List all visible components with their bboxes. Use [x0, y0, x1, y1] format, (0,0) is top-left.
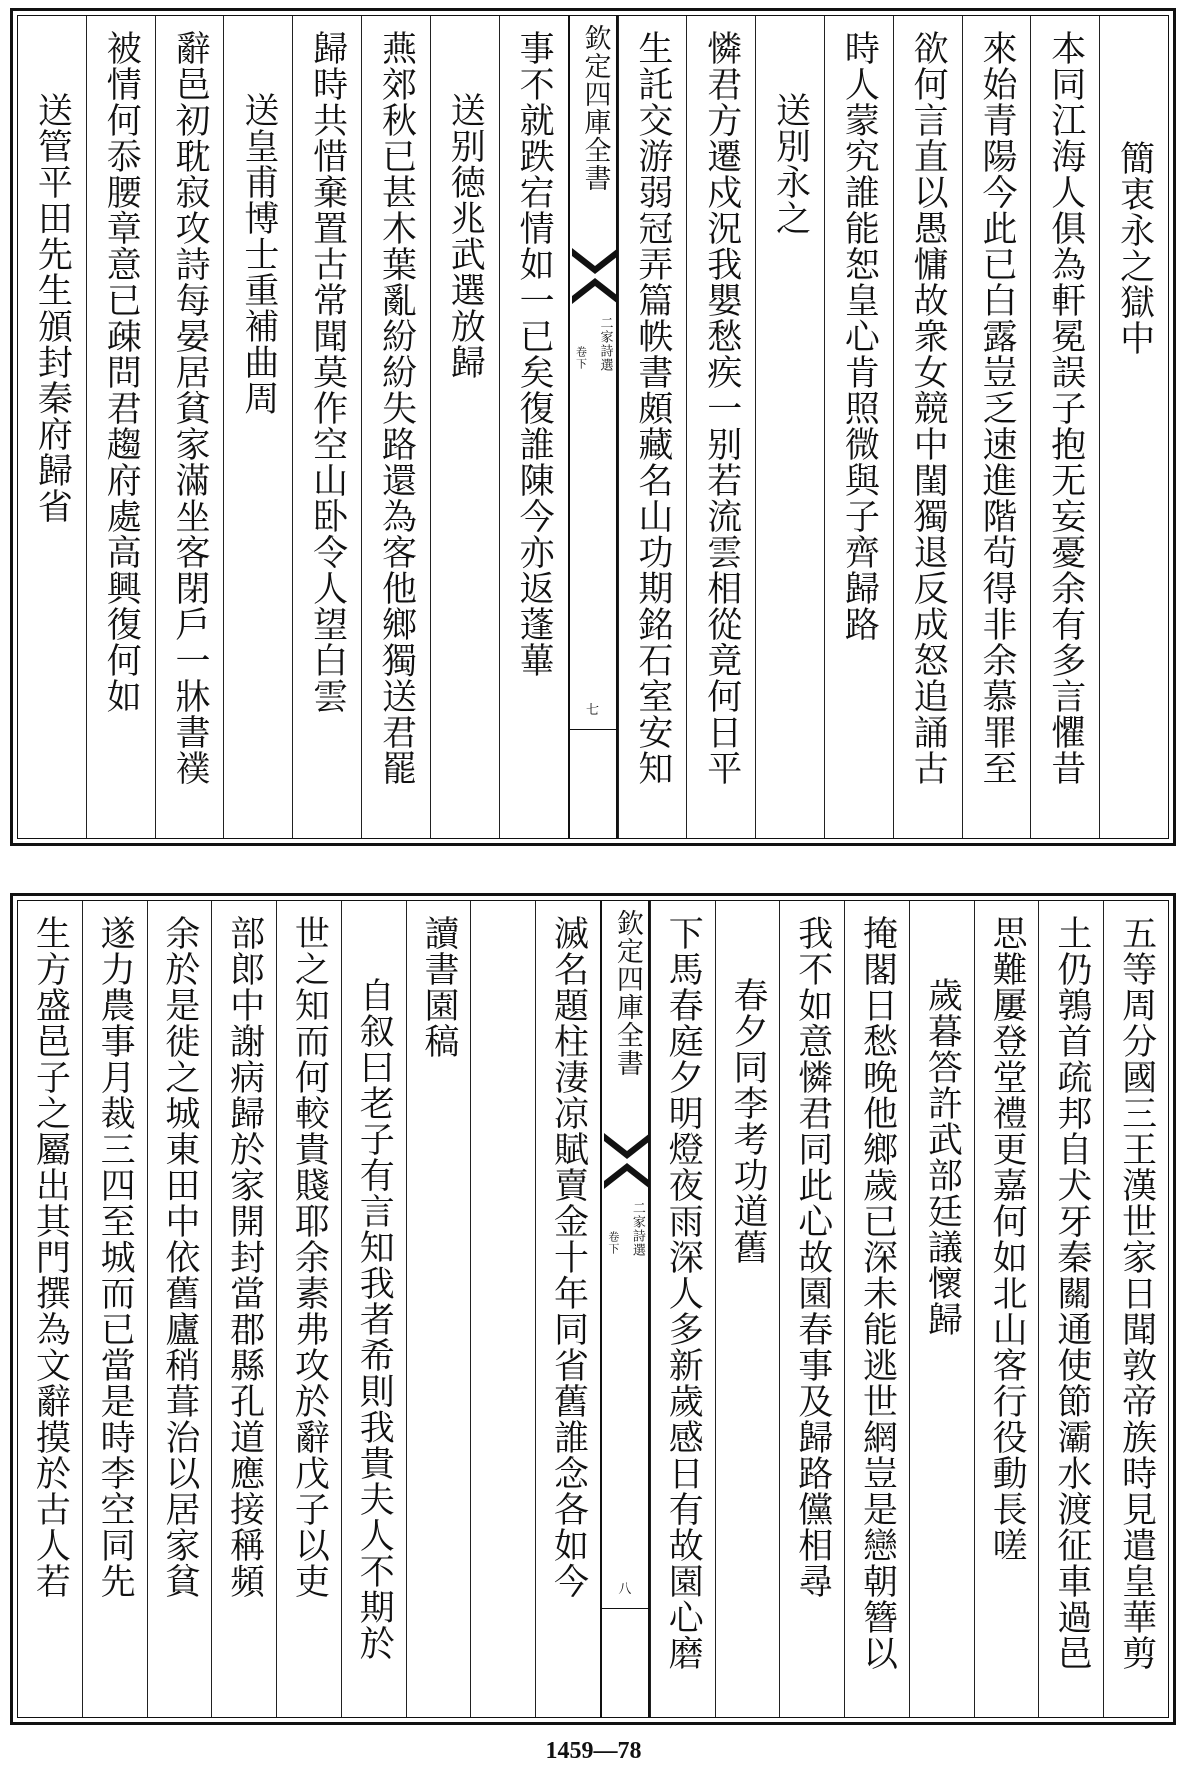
text-column	[618, 16, 687, 838]
column-text: 自叙曰老子有言知我者希則我貴夫人不期於	[354, 977, 395, 1661]
fish-tail-mark-icon	[604, 1133, 650, 1163]
column-text: 來始青陽今此已白露豈乏速進階茍得非余慕罪至	[976, 30, 1017, 786]
text-column	[824, 16, 893, 838]
text-column	[147, 901, 212, 1717]
column-text: 遂力農事月裁三四至城而已當是時李空同先	[95, 915, 136, 1599]
column-text: 燕郊秋已甚木葉亂紛紛失路還為客他鄉獨送君罷	[376, 30, 417, 786]
gutter-leaf-number: 八	[618, 1582, 632, 1597]
gutter-book-title: 二家詩選	[629, 1201, 645, 1257]
text-column	[1038, 901, 1103, 1717]
column-text: 事不就跌宕情如一已矣復誰陳今亦返蓬蓽	[514, 30, 555, 678]
text-column	[82, 901, 147, 1717]
gutter-divider	[602, 1608, 648, 1609]
column-text: 滅名題柱淒凉賦賣金十年同省舊誰念各如今	[548, 915, 589, 1599]
column-text: 部郎中謝病歸於家開封當郡縣孔道應接稱頻	[224, 915, 265, 1599]
gutter-volume-label: 卷下	[606, 1231, 620, 1255]
gutter-volume-label: 卷下	[574, 346, 588, 370]
center-fold-gutter	[568, 16, 618, 838]
text-column	[470, 901, 535, 1717]
column-text: 憐君方遷戍況我嬰愁疾一别若流雲相從竟何日平	[701, 30, 742, 786]
column-text: 余於是徙之城東田中依舊廬稍葺治以居家貧	[159, 915, 200, 1599]
column-text: 土仍鶉首疏邦自犬牙秦關通使節灞水渡征車過邑	[1051, 915, 1092, 1671]
text-column	[292, 16, 361, 838]
text-column	[909, 901, 974, 1717]
column-text: 辭邑初耽寂攻詩每晏居貧家滿坐客閉戶一牀書襆	[170, 30, 211, 786]
text-column	[211, 901, 276, 1717]
gutter-book-title: 二家詩選	[597, 316, 613, 372]
column-text: 送管平田先生頒封秦府歸省	[32, 92, 73, 524]
text-column	[962, 16, 1031, 838]
text-column	[406, 901, 471, 1717]
text-column	[223, 16, 292, 838]
column-text: 春夕同李考功道舊	[728, 977, 769, 1265]
text-column	[755, 16, 824, 838]
text-column	[715, 901, 780, 1717]
text-column	[1103, 901, 1168, 1717]
column-text: 生託交游弱冠弄篇帙書頗藏名山功期銘石室安知	[632, 30, 673, 786]
text-column	[844, 901, 909, 1717]
column-text: 本同江海人俱為軒冕誤子抱无妄憂余有多言懼昔	[1045, 30, 1086, 786]
top-page	[10, 8, 1176, 846]
gutter-collection-title: 欽定四庫全書	[611, 909, 643, 1077]
top-page-text-block	[17, 15, 1169, 839]
column-text: 思難屢登堂禮更嘉何如北山客行役動長嗟	[987, 915, 1028, 1563]
text-column	[18, 16, 86, 838]
column-text: 被情何忝腰章意已疎問君趨府處高興復何如	[101, 30, 142, 714]
text-column	[361, 16, 430, 838]
column-text: 生方盛邑子之屬出其門撰為文辭摸於古人若	[30, 915, 71, 1599]
text-column	[650, 901, 715, 1717]
column-text: 送別永之	[770, 92, 811, 236]
text-column	[341, 901, 406, 1717]
page-number-footer: 1459—78	[545, 1738, 642, 1764]
column-text: 我不如意憐君同此心故園春事及歸路儻相尋	[792, 915, 833, 1599]
text-column	[430, 16, 499, 838]
fish-tail-mark-icon	[572, 278, 618, 308]
column-text: 五等周分國三王漢世家日聞敦帝族時見遣皇華剪	[1116, 915, 1157, 1671]
column-text: 下馬春庭夕明燈夜雨深人多新歲感日有故園心磨	[663, 915, 704, 1671]
column-text: 時人蒙究誰能恕皇心肯照微與子齊歸路	[839, 30, 880, 642]
text-column	[535, 901, 600, 1717]
text-column	[276, 901, 341, 1717]
column-text: 歸時共惜棄置古常聞莫作空山卧令人望白雲	[307, 30, 348, 714]
column-text: 讀書園稿	[418, 915, 459, 1059]
gutter-leaf-number: 七	[585, 703, 599, 718]
fish-tail-mark-icon	[572, 248, 618, 278]
text-column	[1099, 16, 1168, 838]
gutter-divider	[570, 729, 616, 730]
text-column	[974, 901, 1039, 1717]
column-text: 世之知而何較貴賤耶余素弗攻於辭戊子以吏	[289, 915, 330, 1599]
column-text: 掩閣日愁晚他鄉歲已深未能逃世網豈是戀朝簪以	[857, 915, 898, 1671]
column-text: 送皇甫博士重補曲周	[238, 92, 279, 416]
text-column	[86, 16, 155, 838]
text-column	[686, 16, 755, 838]
text-column	[779, 901, 844, 1717]
gutter-collection-title: 欽定四庫全書	[579, 24, 611, 192]
text-column	[155, 16, 224, 838]
column-text: 歲暮答許武部廷議懷歸	[922, 977, 963, 1337]
text-column	[499, 16, 568, 838]
column-text: 簡衷永之獄中	[1114, 140, 1155, 356]
bottom-page	[10, 893, 1176, 1725]
center-fold-gutter	[600, 901, 650, 1717]
fish-tail-mark-icon	[604, 1163, 650, 1193]
column-text: 送别徳兆武選放歸	[445, 92, 486, 380]
bottom-page-text-block	[17, 900, 1169, 1718]
text-column	[18, 901, 82, 1717]
text-column	[893, 16, 962, 838]
column-text: 欲何言直以愚慵故衆女競中閨獨退反成怒追誦古	[908, 30, 949, 786]
text-column	[1030, 16, 1099, 838]
